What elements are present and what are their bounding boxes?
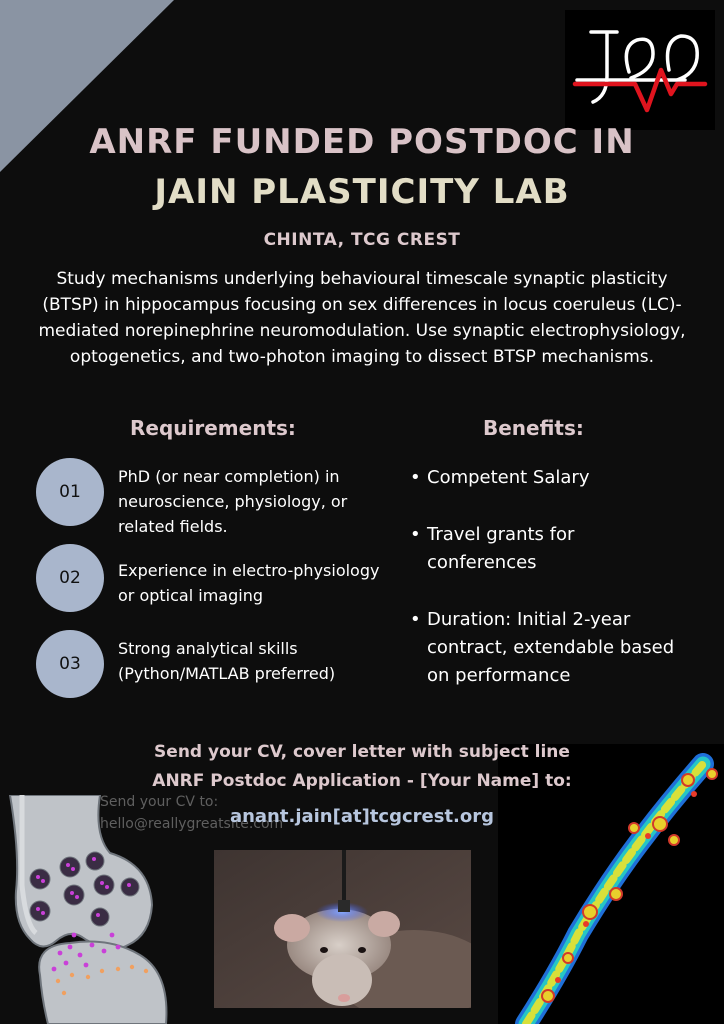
- lab-logo: [565, 10, 715, 130]
- rat-photo: [214, 850, 471, 1008]
- requirement-number: 03: [36, 630, 104, 698]
- ghost-line-2: hello@reallygreatsite.com: [100, 816, 284, 832]
- description: Study mechanisms underlying behavioural timescale synaptic plasticity (BTSP) in hippocampus focusing on sex differences in locus coeruleus (LC)-mediated norepinephrine neuromodulation. Use synaptic electrophysiology, optogenetics, and two-photon imaging to dissect BTSP mechanisms.: [38, 269, 686, 367]
- benefit-item: • Competent Salary: [410, 464, 724, 492]
- title-line-1: ANRF FUNDED POSTDOC IN: [89, 122, 635, 162]
- requirement-text: Strong analytical skills (Python/MATLAB preferred): [118, 639, 336, 683]
- requirement-text: PhD (or near completion) in neuroscience, physiology, or related fields.: [118, 467, 348, 536]
- benefit-item: • Duration: Initial 2-year contract, extendable based on performance: [410, 606, 687, 690]
- ghost-line-1: Send your CV to:: [100, 794, 219, 810]
- benefits-heading: Benefits:: [483, 416, 584, 440]
- bullet-icon: •: [410, 609, 421, 630]
- contact-email-link[interactable]: anant.jain[at]tcgcrest.org: [229, 806, 495, 827]
- benefit-item: • Travel grants for conferences: [410, 521, 647, 577]
- title-line-2: JAIN PLASTICITY LAB: [154, 172, 570, 212]
- bullet-icon: •: [410, 467, 421, 488]
- subtitle: CHINTA, TCG CREST: [263, 230, 461, 250]
- cta-line-2: ANRF Postdoc Application - [Your Name] to:: [152, 771, 572, 791]
- requirement-text: Experience in electro-physiology or optical imaging: [118, 561, 380, 605]
- requirement-number: 01: [36, 458, 104, 526]
- cta: [0, 738, 724, 796]
- requirements-heading: Requirements:: [130, 416, 296, 440]
- requirement-number: 02: [36, 544, 104, 612]
- bullet-icon: •: [410, 524, 421, 545]
- cta-line-1: Send your CV, cover letter with subject line: [154, 742, 570, 762]
